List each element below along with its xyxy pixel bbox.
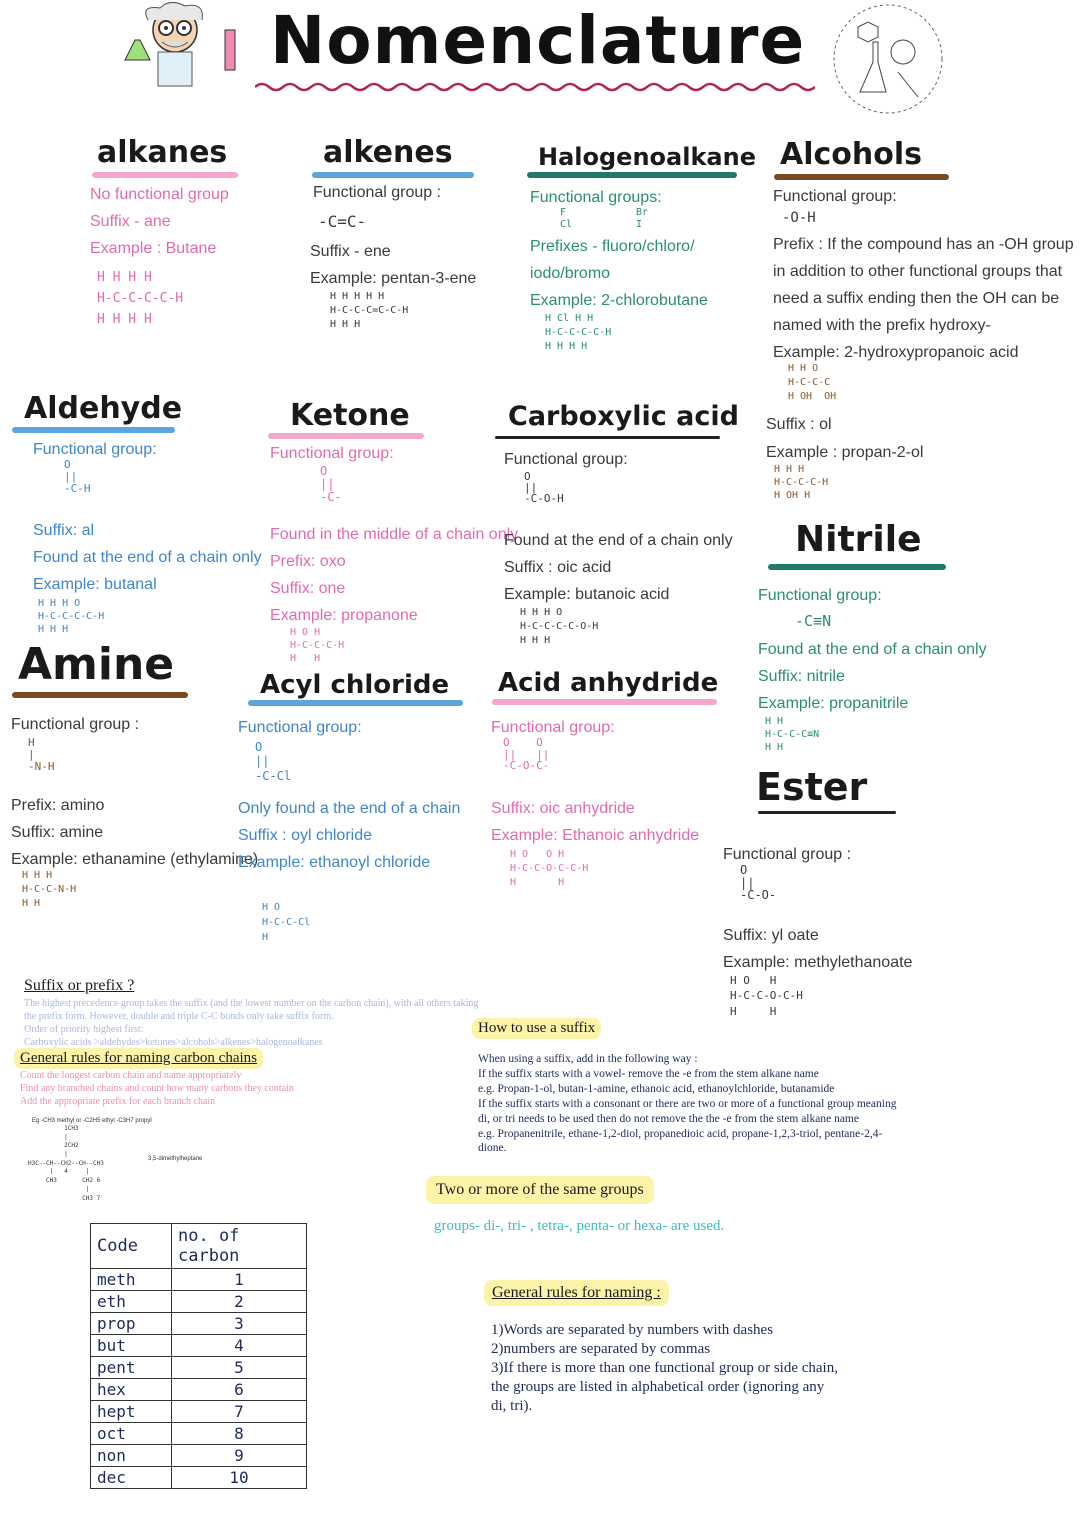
halogenoalkane-structure: H Cl H H H-C-C-C-C-H H H H H [545,313,612,352]
carbon-count-cell: 5 [172,1357,307,1379]
nitrile-structure: H H H-C-C-C≡N H H [765,716,820,753]
general-chain-heading: General rules for naming carbon chains [14,1048,263,1069]
table-header-code: Code [91,1224,172,1269]
code-cell: oct [91,1423,172,1445]
alkanes-line-1: No functional group [90,186,229,203]
alkenes-underline [312,172,474,178]
ketone-heading: Ketone [290,398,410,433]
aldehyde-line-2: Suffix: al [33,522,95,539]
how-suffix-line-6: e.g. Propanenitrile, ethane-1,2-diol, propanedioic acid, propane-1,2,3-triol, pentane-2,4- [478,1128,883,1140]
anhydride-line-2: Suffix: oic anhydride [491,800,635,817]
table-row [91,1467,307,1489]
alcohols-line-1: Functional group: [773,188,897,205]
how-suffix-line-3: e.g. Propan-1-ol, butan-1-amine, ethanoic acid, ethanoylchloride, butanamide [478,1083,835,1095]
alcohols-structure-ol: H H H H-C-C-C-H H OH H [774,464,829,501]
carbon-count-cell: 7 [172,1401,307,1423]
code-cell: but [91,1335,172,1357]
acyl-line-2: Only found a the end of a chain [238,800,461,817]
amine-line-3: Suffix: amine [11,824,104,841]
alcohols-line-7: Suffix : ol [766,416,832,433]
alcohols-line-2: Prefix : If the compound has an -OH group [773,236,1074,253]
alcohols-line-6: Example: 2-hydroxypropanoic acid [773,344,1019,361]
alcohols-underline [774,174,949,180]
acyl-underline [248,700,463,706]
carboxylic-line-4: Example: butanoic acid [504,586,670,603]
title-underline [255,80,815,94]
carbon-count-cell: 9 [172,1445,307,1467]
ketone-group: O || -C- [320,464,342,505]
halogenoalkane-line-3: iodo/bromo [530,265,611,282]
code-cell: hex [91,1379,172,1401]
ketone-line-1: Functional group: [270,445,394,462]
amine-heading: Amine [18,639,175,690]
amine-group: H | -N-H [28,736,55,774]
anhydride-group: O O || || -C-O-C- [503,736,550,773]
nitrile-line-4: Example: propanitrile [758,695,909,712]
general-chain-line-3: Add the appropriate prefix for each branch chain [20,1096,216,1107]
ketone-line-4: Suffix: one [270,580,346,597]
halogenoalkane-line-1: Functional groups: [530,189,662,206]
carbon-count-cell: 1 [172,1269,307,1291]
alkanes-structure: H H H H H-C-C-C-C-H H H H H [97,270,184,327]
table-row [91,1335,307,1357]
ester-heading: Ester [756,765,868,809]
aldehyde-underline [12,427,175,433]
acyl-structure: H O H-C-C-Cl H [262,902,311,943]
alcohols-heading: Alcohols [780,137,923,172]
carbon-count-cell: 10 [172,1467,307,1489]
general-chain-line-1: Count the longest carbon chain and name appropriately [20,1070,242,1081]
general-naming-line-4: the groups are listed in alphabetical order (ignoring any [491,1379,825,1395]
nitrile-underline [768,564,946,570]
carbon-count-cell: 4 [172,1335,307,1357]
ester-group: O || -C-O- [740,863,777,903]
carboxylic-underline [495,436,720,439]
suffix-prefix-heading: Suffix or prefix ? [24,977,135,994]
alkenes-heading: alkenes [323,135,453,170]
alcohols-line-3: in addition to other functional groups that [773,263,1063,280]
acyl-heading: Acyl chloride [260,670,450,700]
carboxylic-line-3: Suffix : oic acid [504,559,612,576]
alkanes-heading: alkanes [97,135,228,170]
how-suffix-line-1: When using a suffix, add in the following way : [478,1053,698,1065]
alkenes-line-3: Example: pentan-3-ene [310,270,477,287]
anhydride-line-3: Example: Ethanoic anhydride [491,827,700,844]
anhydride-underline [492,699,717,705]
how-suffix-line-2: If the suffix starts with a vowel- remove the -e from the stem alkane name [478,1068,819,1080]
nitrile-line-1: Functional group: [758,587,882,604]
general-naming-line-2: 2)numbers are separated by commas [491,1341,711,1357]
anhydride-line-1: Functional group: [491,719,615,736]
general-chain-example-structure: 1CH3 | 2CH2 | H3C--CH--CH2--CH--CH3 | 4 | CH3 CH2 6 | CH3 7 [28,1125,104,1202]
general-chain-example-name: 3,5-dimethylheptane [148,1156,203,1162]
carboxylic-heading: Carboxylic acid [508,401,739,432]
carboxylic-line-1: Functional group: [504,451,628,468]
code-cell: dec [91,1467,172,1489]
alkenes-group: -C=C- [318,212,367,231]
code-cell: non [91,1445,172,1467]
nitrile-group: -C≡N [795,612,832,630]
ketone-line-5: Example: propanone [270,607,418,624]
table-row [91,1445,307,1467]
carbon-code-table [90,1223,307,1489]
ketone-underline [268,433,424,439]
carbon-count-cell: 2 [172,1291,307,1313]
alcohols-structure-acid: H H O H-C-C-C H OH OH [788,363,837,402]
ketone-line-2: Found in the middle of a chain only [270,526,519,543]
alkenes-structure: H H H H H H-C-C-C=C-C-H H H H [330,291,409,330]
anhydride-structure: H O O H H-C-C-O-C-C-H H H [510,849,589,888]
general-chain-example-note: Eg -CH3 methyl or -C2H5 ethyl -C3H7 propyl [32,1118,152,1124]
how-suffix-line-5: di, or tri needs to be used then do not remove the the -e from the stem alkane name [478,1113,859,1125]
table-row [91,1379,307,1401]
amine-structure: H H H H-C-C-N-H H H [22,870,77,909]
acyl-line-4: Example: ethanoyl chloride [238,854,431,871]
ester-line-1: Functional group : [723,846,852,863]
amine-line-4: Example: ethanamine (ethylamine) [11,851,259,868]
carboxylic-line-2: Found at the end of a chain only [504,532,733,549]
code-cell: hept [91,1401,172,1423]
how-suffix-heading: How to use a suffix [472,1018,601,1039]
table-row [91,1401,307,1423]
code-cell: prop [91,1313,172,1335]
same-groups-line: groups- di-, tri- , tetra-, penta- or hexa- are used. [434,1218,725,1234]
halogenoalkane-heading: Halogenoalkane [538,143,756,171]
table-row [91,1269,307,1291]
alcohols-line-4: need a suffix ending then the OH can be [773,290,1060,307]
acyl-group: O || -C-Cl [255,740,292,783]
carbon-count-cell: 3 [172,1313,307,1335]
alkenes-line-2: Suffix - ene [310,243,391,260]
halogen-label-f: F [560,207,567,218]
table-header-carbons: no. of carbon [172,1224,307,1269]
ester-line-2: Suffix: yl oate [723,927,819,944]
ketone-structure: H O H H-C-C-C-H H H [290,627,345,664]
halogenoalkane-underline [527,172,737,178]
amine-line-1: Functional group : [11,716,140,733]
general-naming-line-1: 1)Words are separated by numbers with dashes [491,1322,774,1338]
alcohols-line-8: Example : propan-2-ol [766,444,924,461]
page-title: Nomenclature [270,2,806,79]
nitrile-line-2: Found at the end of a chain only [758,641,987,658]
code-cell: pent [91,1357,172,1379]
carbon-count-cell: 8 [172,1423,307,1445]
general-naming-line-5: di, tri). [491,1398,533,1414]
aldehyde-group: O || -C-H [64,458,91,496]
amine-underline [12,692,188,698]
scientist-illustration [100,0,250,90]
amine-line-2: Prefix: amino [11,797,105,814]
suffix-prefix-line-3: Order of priority highest first: [24,1024,144,1035]
acyl-line-1: Functional group: [238,719,362,736]
aldehyde-line-1: Functional group: [33,441,157,458]
how-suffix-line-4: If the suffix starts with a consonant or there are two or more of a functional group meaning [478,1098,897,1110]
general-chain-line-2: Find any branched chains and count how many carbons they contain [20,1083,294,1094]
aldehyde-heading: Aldehyde [24,391,183,426]
acyl-line-3: Suffix : oyl chloride [238,827,372,844]
table-row [91,1423,307,1445]
chemistry-doodle [828,2,948,117]
table-row [91,1291,307,1313]
halogen-label-br: Br [636,207,649,218]
halogenoalkane-line-2: Prefixes - fluoro/chloro/ [530,238,695,255]
alcohols-group: -O-H [782,210,816,226]
carboxylic-structure: H H H O H-C-C-C-C-O-H H H H [520,607,599,646]
nitrile-heading: Nitrile [795,519,922,560]
code-cell: eth [91,1291,172,1313]
halogen-label-i: I [636,219,643,230]
alcohols-line-5: named with the prefix hydroxy- [773,317,991,334]
table-row [91,1313,307,1335]
ester-line-3: Example: methylethanoate [723,954,913,971]
same-groups-heading: Two or more of the same groups [426,1176,654,1204]
aldehyde-line-3: Found at the end of a chain only [33,549,262,566]
anhydride-heading: Acid anhydride [498,668,719,698]
general-naming-heading: General rules for naming : [484,1280,669,1306]
halogenoalkane-line-4: Example: 2-chlorobutane [530,292,708,309]
table-row [91,1357,307,1379]
carboxylic-group: O || -C-O-H [524,470,564,505]
halogen-label-cl: Cl [560,219,573,230]
table-header-row [91,1224,307,1269]
alkanes-underline [92,172,238,178]
alkanes-line-2: Suffix - ane [90,213,171,230]
alkenes-line-1: Functional group : [313,184,442,201]
carbon-count-cell: 6 [172,1379,307,1401]
ester-underline [758,811,896,814]
general-naming-line-3: 3)If there is more than one functional group or side chain, [491,1360,838,1376]
alkanes-line-3: Example : Butane [90,240,217,257]
suffix-prefix-line-2: the prefix form. However, double and triple C-C bonds only take suffix form. [24,1011,334,1022]
suffix-prefix-line-1: The highest precedence group takes the suffix (and the lowest number on the carbon chain), with all others taking [24,998,479,1009]
aldehyde-structure: H H H O H-C-C-C-C-H H H H [38,598,105,635]
ketone-line-3: Prefix: oxo [270,553,346,570]
aldehyde-line-4: Example: butanal [33,576,157,593]
ester-structure: H O H H-C-C-O-C-H H H [730,974,803,1018]
code-cell: meth [91,1269,172,1291]
suffix-prefix-line-4: Carboxylic acids >aldehydes>ketones>alcohols>alkenes>halogenoalkanes [24,1037,323,1048]
nitrile-line-3: Suffix: nitrile [758,668,845,685]
how-suffix-line-7: dione. [478,1142,507,1154]
